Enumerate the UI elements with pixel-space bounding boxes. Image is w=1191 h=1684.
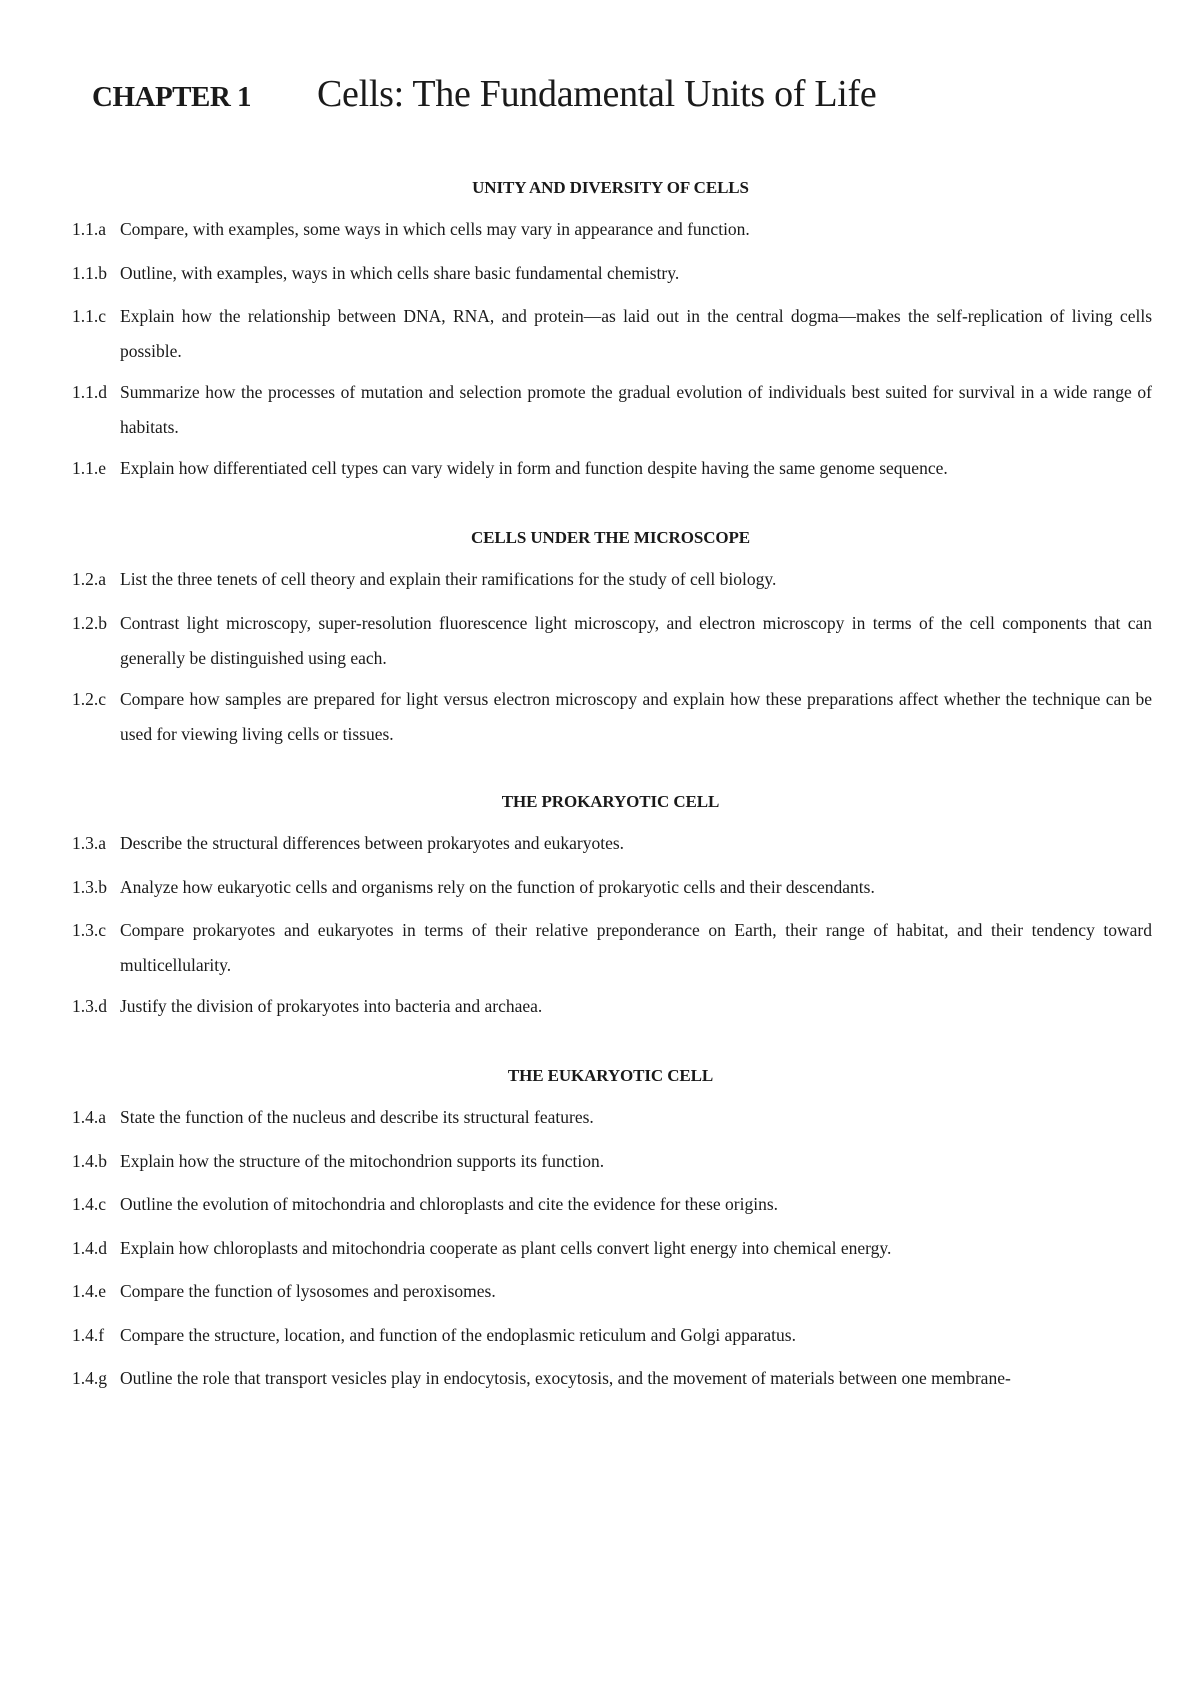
objective-text: Explain how the relationship between DNA, RNA, and protein—as laid out in the central dogma—makes the self-replication of living cells possible. bbox=[120, 306, 1152, 361]
objective-text: Summarize how the processes of mutation and selection promote the gradual evolution of individuals best suited for survival in a wide range of habitats. bbox=[120, 382, 1152, 437]
objective-item bbox=[72, 989, 1152, 1024]
objective-number: 1.3.c bbox=[72, 920, 107, 940]
objective-number: 1.4.e bbox=[72, 1281, 107, 1301]
objective-text: Describe the structural differences between prokaryotes and eukaryotes. bbox=[120, 833, 625, 853]
objective-number: 1.3.d bbox=[72, 996, 107, 1016]
objective-item bbox=[72, 562, 1152, 597]
section-heading: CELLS UNDER THE MICROSCOPE bbox=[470, 528, 751, 547]
objective-item bbox=[72, 451, 1152, 486]
objective-text: Outline the evolution of mitochondria and chloroplasts and cite the evidence for these origins. bbox=[120, 1194, 779, 1214]
objective-item bbox=[72, 1231, 1152, 1266]
objective-number: 1.1.a bbox=[72, 219, 107, 239]
objective-item bbox=[72, 1318, 1152, 1353]
objective-text: Explain how differentiated cell types can vary widely in form and function despite having the same genome sequence. bbox=[120, 458, 948, 478]
objective-item bbox=[72, 1361, 1152, 1396]
objective-item bbox=[72, 299, 1152, 369]
chapter-header bbox=[92, 72, 876, 116]
objective-text: Compare prokaryotes and eukaryotes in terms of their relative preponderance on Earth, their range of habitat, and their tendency toward multicellularity. bbox=[120, 920, 1152, 975]
objective-item bbox=[72, 682, 1152, 752]
objective-number: 1.4.f bbox=[72, 1325, 105, 1345]
chapter-label: CHAPTER 1 bbox=[92, 81, 252, 113]
objective-text: Compare, with examples, some ways in which cells may vary in appearance and function. bbox=[120, 219, 750, 239]
objective-number: 1.2.a bbox=[72, 569, 107, 589]
objective-item bbox=[72, 870, 1152, 905]
objective-number: 1.2.c bbox=[72, 689, 107, 709]
objective-number: 1.4.c bbox=[72, 1194, 107, 1214]
objective-number: 1.4.d bbox=[72, 1238, 107, 1258]
objective-item bbox=[72, 1274, 1152, 1309]
objective-text: Contrast light microscopy, super-resolution fluorescence light microscopy, and electron microscopy in terms of the cell components that can generally be distinguished using each. bbox=[120, 613, 1152, 668]
objective-item bbox=[72, 256, 1152, 291]
section-heading: THE PROKARYOTIC CELL bbox=[501, 792, 720, 811]
objective-number: 1.2.b bbox=[72, 613, 107, 633]
objective-text: Compare the structure, location, and function of the endoplasmic reticulum and Golgi apparatus. bbox=[120, 1325, 796, 1345]
objective-number: 1.1.d bbox=[72, 382, 107, 402]
objective-item bbox=[72, 1187, 1152, 1222]
objective-item bbox=[72, 913, 1152, 983]
objective-text: Analyze how eukaryotic cells and organisms rely on the function of prokaryotic cells and their descendants. bbox=[120, 877, 875, 897]
objective-text: Compare the function of lysosomes and peroxisomes. bbox=[120, 1281, 496, 1301]
objective-number: 1.3.a bbox=[72, 833, 107, 853]
objective-number: 1.1.e bbox=[72, 458, 107, 478]
objective-number: 1.1.c bbox=[72, 306, 107, 326]
objective-text: State the function of the nucleus and describe its structural features. bbox=[120, 1107, 594, 1127]
objective-text: Explain how chloroplasts and mitochondria cooperate as plant cells convert light energy into chemical energy. bbox=[120, 1238, 892, 1258]
objective-number: 1.4.g bbox=[72, 1368, 107, 1388]
objective-text: Outline, with examples, ways in which cells share basic fundamental chemistry. bbox=[120, 263, 680, 283]
objective-number: 1.4.a bbox=[72, 1107, 107, 1127]
objective-number: 1.3.b bbox=[72, 877, 107, 897]
objective-text: Explain how the structure of the mitochondrion supports its function. bbox=[120, 1151, 605, 1171]
objective-item bbox=[72, 826, 1152, 861]
objective-text: Outline the role that transport vesicles play in endocytosis, exocytosis, and the movement of materials between one membrane- bbox=[120, 1368, 1011, 1388]
chapter-title: Cells: The Fundamental Units of Life bbox=[317, 73, 877, 115]
objective-item bbox=[72, 1100, 1152, 1135]
section-heading: THE EUKARYOTIC CELL bbox=[507, 1066, 714, 1085]
objective-item bbox=[72, 212, 1152, 247]
objective-text: List the three tenets of cell theory and explain their ramifications for the study of cell biology. bbox=[120, 569, 777, 589]
objective-text: Justify the division of prokaryotes into bacteria and archaea. bbox=[120, 996, 543, 1016]
objective-item bbox=[72, 606, 1152, 676]
objective-number: 1.1.b bbox=[72, 263, 107, 283]
objective-item bbox=[72, 375, 1152, 445]
objective-text: Compare how samples are prepared for light versus electron microscopy and explain how these preparations affect whether the technique can be used for viewing living cells or tissues. bbox=[120, 689, 1152, 744]
objective-number: 1.4.b bbox=[72, 1151, 107, 1171]
section-heading: UNITY AND DIVERSITY OF CELLS bbox=[472, 178, 749, 197]
objective-item bbox=[72, 1144, 1152, 1179]
